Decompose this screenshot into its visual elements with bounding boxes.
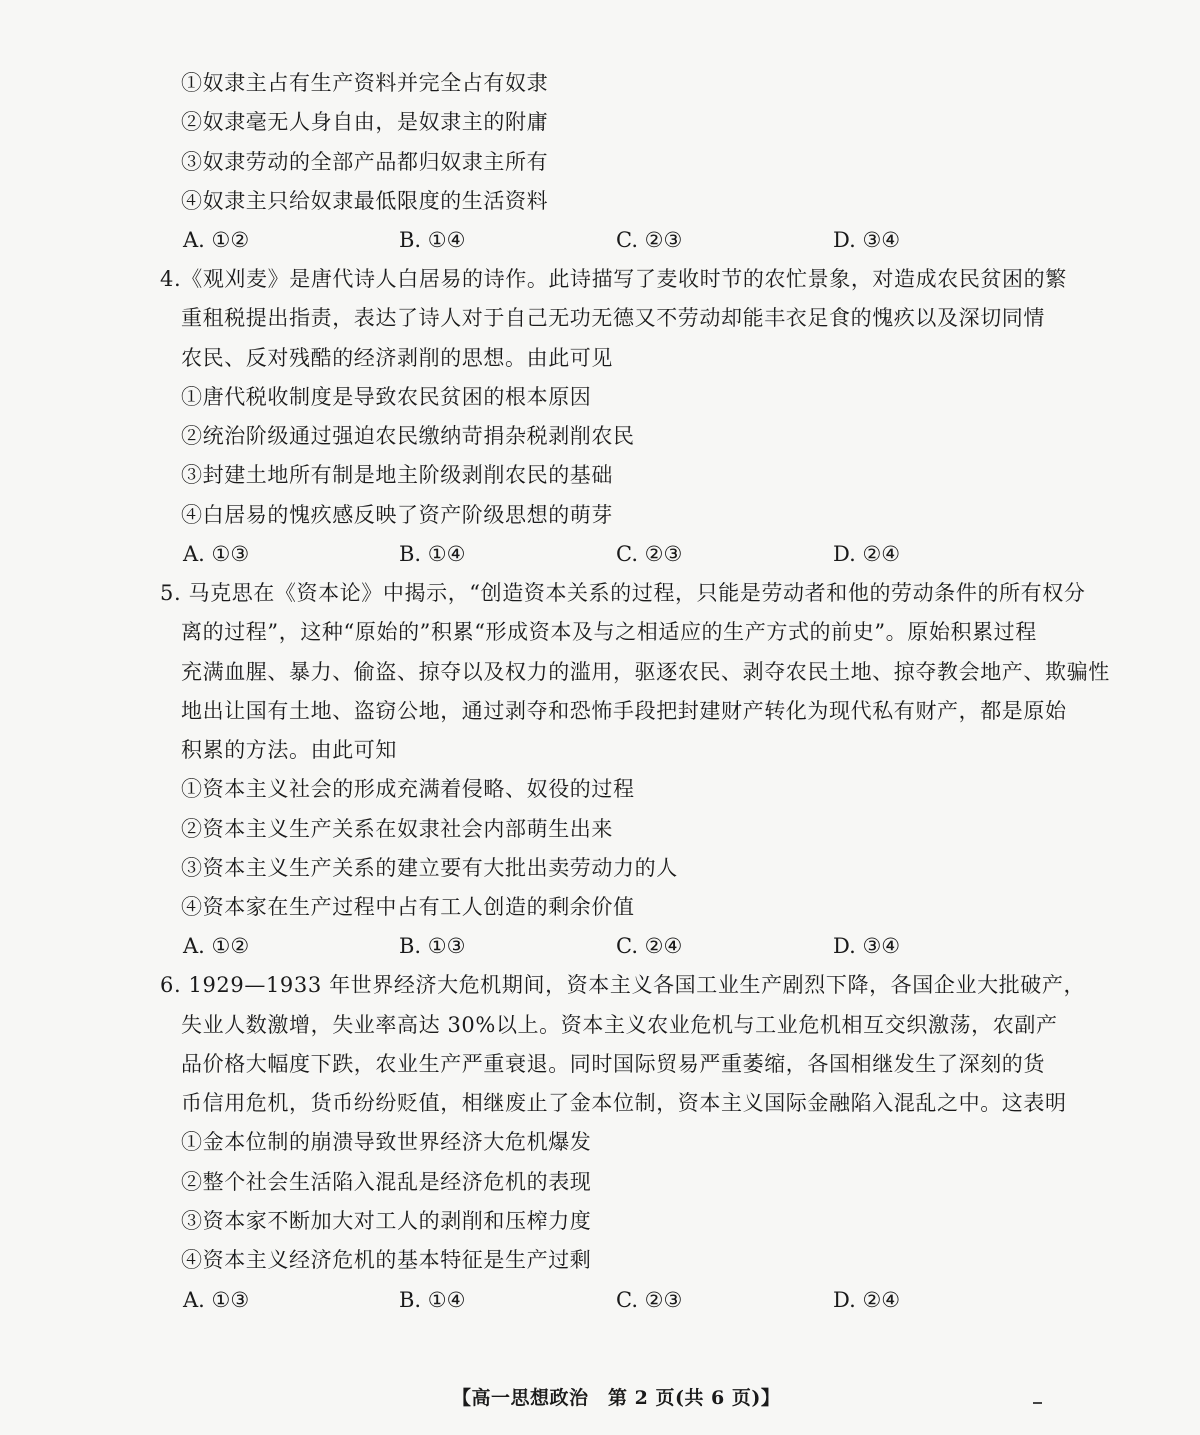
q5-statement-2: ②资本主义生产关系在奴隶社会内部萌生出来: [181, 817, 613, 841]
q5-stem-line-3: 充满血腥、暴力、偷盗、掠夺以及权力的滥用，驱逐农民、剥夺农民土地、掠夺教会地产、欺骗性: [181, 660, 1110, 684]
q6-option-c[interactable]: C. ②③: [616, 1288, 683, 1312]
q5-option-a[interactable]: A. ①②: [183, 934, 250, 958]
q4-option-b[interactable]: B. ①④: [399, 542, 466, 566]
q4-stem-line-1: 4.《观刈麦》是唐代诗人白居易的诗作。此诗描写了麦收时节的农忙景象，对造成农民贫困的繁: [160, 267, 1067, 291]
q5-stem-line-1: 5. 马克思在《资本论》中揭示，“创造资本关系的过程，只能是劳动者和他的劳动条件的所有权分: [160, 581, 1086, 605]
page-footer: 【高一思想政治 第 2 页(共 6 页)】: [452, 1387, 781, 1409]
q5-stem-line-4: 地出让国有土地、盗窃公地，通过剥夺和恐怖手段把封建财产转化为现代私有财产，都是原始: [181, 699, 1067, 723]
corner-mark: [1033, 1402, 1042, 1404]
q6-stem-line-1: 6. 1929—1933 年世界经济大危机期间，资本主义各国工业生产剧烈下降，各国企业大批破产，: [160, 973, 1086, 997]
q3-option-b[interactable]: B. ①④: [399, 228, 466, 252]
q5-statement-3: ③资本主义生产关系的建立要有大批出卖劳动力的人: [181, 856, 678, 880]
q4-statement-1: ①唐代税收制度是导致农民贫困的根本原因: [181, 385, 592, 409]
q6-option-d[interactable]: D. ②④: [833, 1288, 901, 1312]
q6-stem-line-4: 币信用危机，货币纷纷贬值，相继废止了金本位制，资本主义国际金融陷入混乱之中。这表明: [181, 1091, 1067, 1115]
q3-statement-1: ①奴隶主占有生产资料并完全占有奴隶: [181, 71, 549, 95]
q4-options: [183, 539, 943, 569]
q5-statement-1: ①资本主义社会的形成充满着侵略、奴役的过程: [181, 777, 635, 801]
q4-stem-line-3: 农民、反对残酷的经济剥削的思想。由此可见: [181, 346, 613, 370]
q3-option-d[interactable]: D. ③④: [833, 228, 901, 252]
q3-statement-3: ③奴隶劳动的全部产品都归奴隶主所有: [181, 150, 549, 174]
q6-statement-1: ①金本位制的崩溃导致世界经济大危机爆发: [181, 1130, 592, 1154]
q6-option-a[interactable]: A. ①③: [183, 1288, 250, 1312]
q6-statement-2: ②整个社会生活陷入混乱是经济危机的表现: [181, 1170, 592, 1194]
q5-stem-line-2: 离的过程”，这种“原始的”积累“形成资本及与之相适应的生产方式的前史”。原始积累过程: [181, 620, 1037, 644]
q6-stem-line-2: 失业人数激增，失业率高达 30%以上。资本主义农业危机与工业危机相互交织激荡，农副产: [181, 1013, 1058, 1037]
q5-option-c[interactable]: C. ②④: [616, 934, 683, 958]
q3-statement-4: ④奴隶主只给奴隶最低限度的生活资料: [181, 189, 549, 213]
q4-statement-4: ④白居易的愧疚感反映了资产阶级思想的萌芽: [181, 503, 613, 527]
q4-statement-3: ③封建土地所有制是地主阶级剥削农民的基础: [181, 463, 613, 487]
q6-statement-3: ③资本家不断加大对工人的剥削和压榨力度: [181, 1209, 592, 1233]
q6-statement-4: ④资本主义经济危机的基本特征是生产过剩: [181, 1248, 592, 1272]
q4-option-a[interactable]: A. ①③: [183, 542, 250, 566]
q3-options: [183, 225, 943, 255]
q3-option-a[interactable]: A. ①②: [183, 228, 250, 252]
q6-stem-line-3: 品价格大幅度下跌，农业生产严重衰退。同时国际贸易严重萎缩，各国相继发生了深刻的货: [181, 1052, 1045, 1076]
q5-option-b[interactable]: B. ①③: [399, 934, 466, 958]
q4-statement-2: ②统治阶级通过强迫农民缴纳苛捐杂税剥削农民: [181, 424, 635, 448]
q5-stem-line-5: 积累的方法。由此可知: [181, 738, 397, 762]
q6-option-b[interactable]: B. ①④: [399, 1288, 466, 1312]
q5-options: [183, 931, 943, 961]
q5-statement-4: ④资本家在生产过程中占有工人创造的剩余价值: [181, 895, 635, 919]
q6-options: [183, 1285, 943, 1315]
q3-option-c[interactable]: C. ②③: [616, 228, 683, 252]
q5-option-d[interactable]: D. ③④: [833, 934, 901, 958]
q4-option-d[interactable]: D. ②④: [833, 542, 901, 566]
q3-statement-2: ②奴隶毫无人身自由，是奴隶主的附庸: [181, 110, 549, 134]
q4-option-c[interactable]: C. ②③: [616, 542, 683, 566]
q4-stem-line-2: 重租税提出指责，表达了诗人对于自己无功无德又不劳动却能丰衣足食的愧疚以及深切同情: [181, 306, 1045, 330]
